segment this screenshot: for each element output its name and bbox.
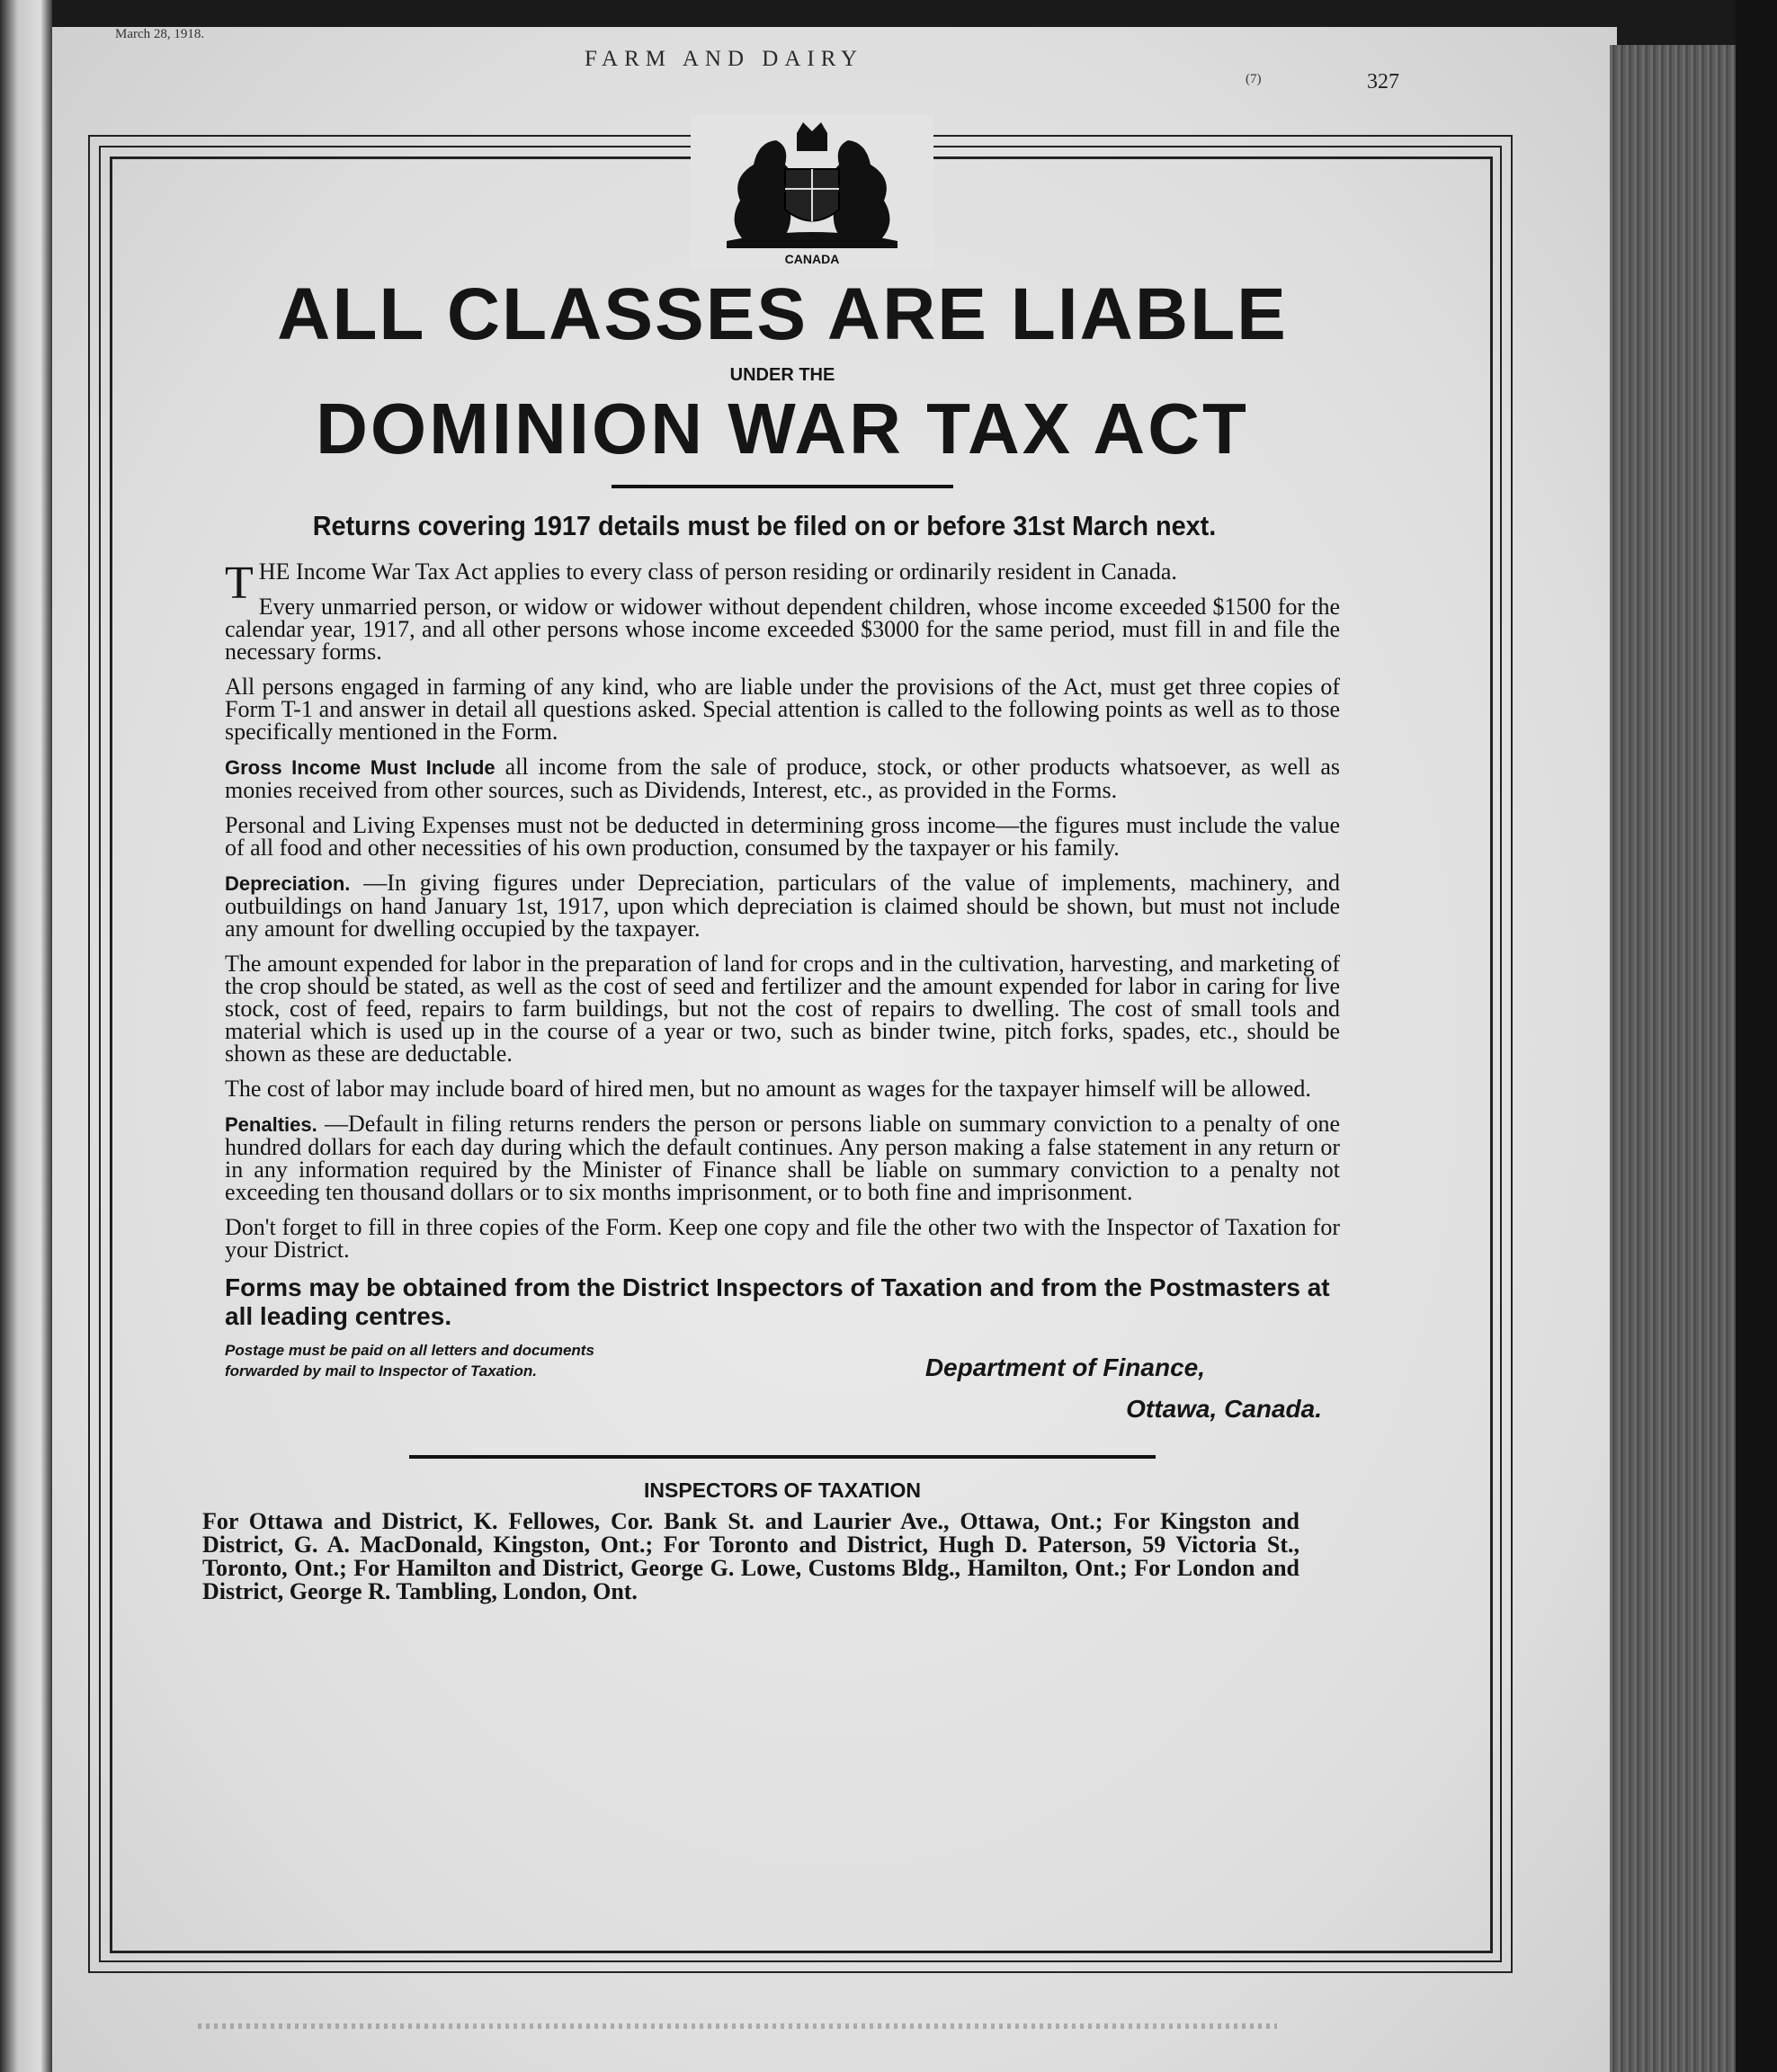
- section-mark: (7): [1246, 72, 1262, 86]
- department-name: Department of Finance,: [924, 1353, 1205, 1381]
- headline-line2: DOMINION WAR TAX ACT: [316, 388, 1249, 469]
- paragraph-farmers: All persons engaged in farming of any kind, who are liable under the provisions of the Act, must get three copies of Form T-1 and answer in detail all questions asked. Special attention is called to the following points as well as to those specifically mentioned in the Form.: [225, 674, 1340, 745]
- inspectors-title: INSPECTORS OF TAXATION: [644, 1478, 921, 1502]
- left-page-edge: [0, 0, 52, 2072]
- paragraph-reminder: Don't forget to fill in three copies of the Form. Keep one copy and file the other two with the Inspector of Taxation for your District.: [225, 1214, 1340, 1263]
- filing-deadline: Returns covering 1917 details must be filed on or before 31st March next.: [312, 510, 1217, 541]
- paragraph-scope: [225, 558, 1340, 609]
- headline-rule: [612, 485, 953, 488]
- drop-cap: T: [225, 558, 254, 609]
- background-edge: [1736, 0, 1777, 2072]
- inspectors-list: For Ottawa and District, K. Fellowes, Cor. Bank St. and Laurier Ave., Ottawa, Ont.; For Kingston and District, G. A. MacDonald, Kingston, Ont.; For Toronto and District, Hugh D. Paterson, 59 Victoria St., Toronto, Ont.; For Hamilton and District, George G. Lowe, Customs Bldg., Hamilton, Ont.; For London and District, George R. Tambling, London, Ont.: [202, 1508, 1299, 1604]
- depreciation-lead: Depreciation.: [225, 872, 351, 895]
- inspectors-rule: [409, 1455, 1156, 1459]
- running-head: [0, 20, 1777, 94]
- department-location: Ottawa, Canada.: [1126, 1395, 1322, 1423]
- coat-of-arms-icon: [691, 115, 933, 250]
- coat-of-arms: [691, 115, 933, 270]
- paragraph-depreciation: [225, 871, 1340, 940]
- department-signature: [925, 1347, 1322, 1430]
- issue-date: March 28, 1918.: [115, 27, 205, 41]
- paragraph-penalties: [225, 1112, 1340, 1203]
- publication-title: FARM AND DAIRY: [585, 47, 864, 71]
- penalties-lead: Penalties.: [225, 1113, 317, 1136]
- paragraph-gross-income: [225, 755, 1340, 801]
- depreciation-text: —In giving figures under Depreciation, particulars of the value of implements, machinery, and outbuildings on hand January 1st, 1917, upon which depreciation is claimed should be shown, but must not include any amount for dwelling occupied by the taxpayer.: [225, 870, 1340, 942]
- forms-notice: Forms may be obtained from the District Inspectors of Taxation and from the Postmasters at all leading centres.: [225, 1273, 1330, 1330]
- headline-line1: ALL CLASSES ARE LIABLE: [277, 273, 1288, 355]
- paragraph-hired-labor: The cost of labor may include board of hired men, but no amount as wages for the taxpayer himself will be allowed.: [225, 1076, 1311, 1102]
- page-number: 327: [1367, 70, 1399, 94]
- advertisement-body: [202, 270, 1340, 1604]
- gross-income-lead: Gross Income Must Include: [225, 756, 496, 779]
- paragraph-living-expenses: Personal and Living Expenses must not be deducted in determining gross income—the figures must include the value of all food and other necessities of his own production, consumed by the taxpayer or his family.: [225, 812, 1340, 861]
- postage-note: Postage must be paid on all letters and documents forwarded by mail to Inspector of Taxation.: [225, 1342, 594, 1380]
- stacked-page-edges: [1610, 45, 1736, 2072]
- paragraph-labor-expenses: The amount expended for labor in the preparation of land for crops and in the cultivation, harvesting, and marketing of the crop should be stated, as well as the cost of seed and fertilizer and the amount expended for labor in caring for live stock, cost of feed, repairs to farm buildings, but not the cost of repairs to dwelling. The cost of small tools and material which is used up in the course of a year or two, such as binder twine, pitch forks, spades, etc., should be shown as these are deductable.: [225, 951, 1340, 1067]
- bottom-print-strip: [198, 2023, 1277, 2029]
- gross-income-text: all income from the sale of produce, stock, or other products whatsoever, as well as monies received from other sources, such as Dividends, Interest, etc., as provided in the Forms.: [225, 754, 1340, 803]
- crest-label: CANADA: [784, 252, 840, 266]
- headline-connector: UNDER THE: [729, 365, 835, 385]
- footer-row: [225, 1340, 1340, 1448]
- paragraph-thresholds: Every unmarried person, or widow or widower without dependent children, whose income exceeded $1500 for the calendar year, 1917, and all other persons whose income exceeded $3000 for the same period, must fill in and file the necessary forms.: [225, 594, 1340, 665]
- penalties-text: —Default in filing returns renders the person or persons liable on summary conviction to a penalty of one hundred dollars for each day during which the default continues. Any person making a false statement in any return or in any information required by the Minister of Finance shall be liable on summary conviction to a penalty not exceeding ten thousand dollars or to six months imprisonment, or to both fine and imprisonment.: [225, 1111, 1340, 1205]
- paragraph-scope-text: HE Income War Tax Act applies to every class of person residing or ordinarily resident in Canada.: [258, 558, 1177, 585]
